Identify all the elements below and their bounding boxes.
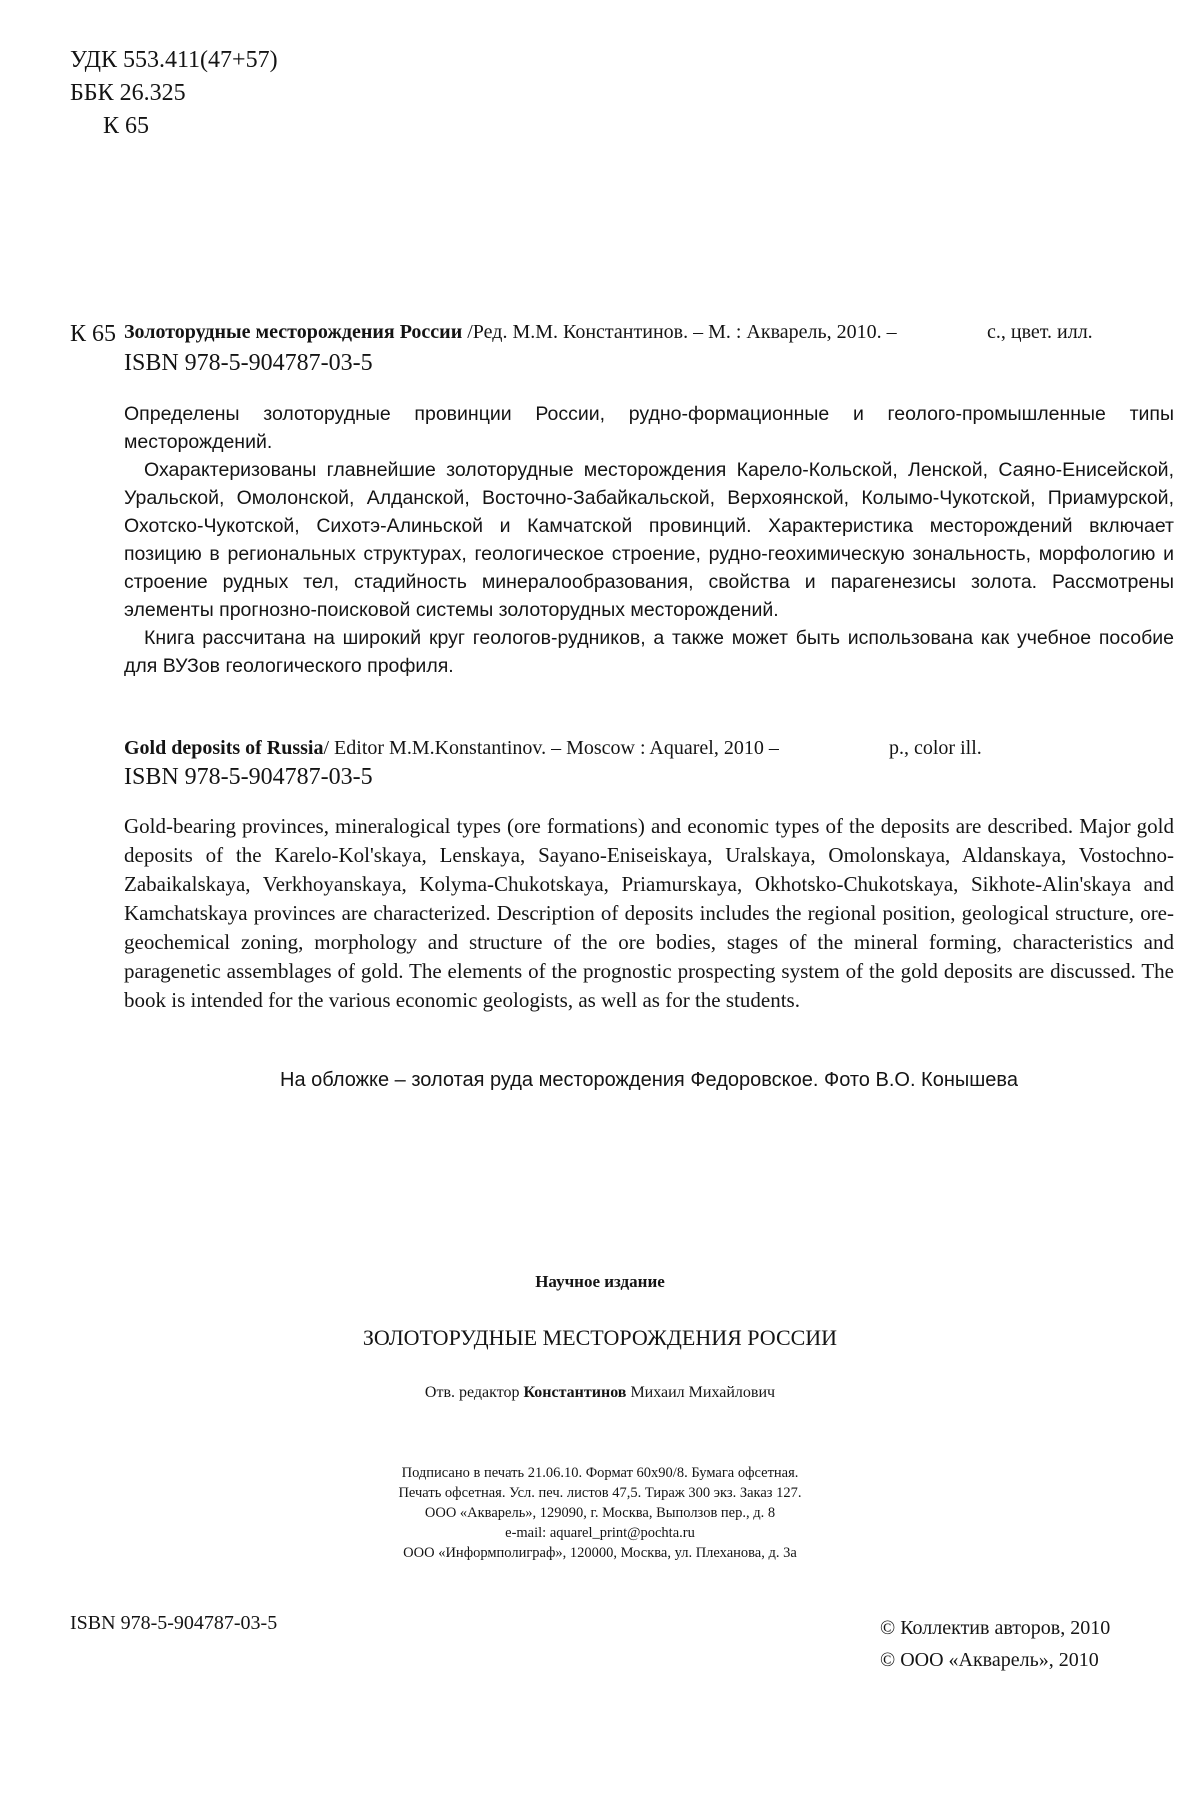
imprint-line: e-mail: aquarel_print@pochta.ru: [505, 1525, 695, 1541]
imprint-line: Подписано в печать 21.06.10. Формат 60х90/8. Бумага офсетная.: [401, 1465, 799, 1481]
en-isbn: ISBN 978-5-904787-03-5: [124, 764, 373, 790]
imprint-details: [0, 1463, 1200, 1563]
ru-abstract-paragraph: Определены золоторудные провинции России, рудно-формационные и геолого-промышленные типы месторождений.: [124, 403, 1174, 453]
copyright-block: [880, 1612, 1110, 1676]
ru-book-title: Золоторудные месторождения России: [124, 321, 463, 343]
copyright-publisher: © ООО «Акварель», 2010: [880, 1649, 1099, 1671]
en-book-pages: p., color ill.: [889, 737, 982, 759]
imprint-title: ЗОЛОТОРУДНЫЕ МЕСТОРОЖДЕНИЯ РОССИИ: [362, 1325, 838, 1350]
en-record-line: [124, 737, 779, 760]
editor-label: Отв. редактор: [424, 1384, 520, 1401]
ru-abstract: [124, 400, 1174, 680]
classification-codes: [70, 44, 278, 143]
en-book-details: / Editor M.M.Konstantinov. – Moscow : Aquarel, 2010 –: [323, 737, 779, 759]
record-mark: К 65: [70, 321, 117, 347]
author-mark: К 65: [103, 113, 150, 139]
editor-surname: Константинов: [523, 1384, 627, 1401]
bbk-code: ББК 26.325: [70, 80, 186, 106]
udk-code: УДК 553.411(47+57): [70, 47, 278, 73]
en-book-title: Gold deposits of Russia: [124, 737, 324, 759]
edition-type: Научное издание: [535, 1272, 665, 1291]
editor-name: Михаил Михайлович: [630, 1384, 776, 1401]
copyright-authors: © Коллектив авторов, 2010: [880, 1617, 1111, 1639]
ru-book-pages: с., цвет. илл.: [987, 321, 1093, 343]
ru-record-line: [124, 321, 897, 344]
ru-abstract-paragraph: Охарактеризованы главнейшие золоторудные месторождения Карело-Кольской, Ленской, Саяно-Енисейской, Уральской, Омолонской, Алданской, Восточно-Забайкальской, Верхоянской, Колымо-Чукотской, Приамурской, Охотско-Чукотской, Сихотэ-Алиньской и Камчатской провинций. Характеристика месторождений включает позицию в региональных структурах, геологическое строение, рудно-геохимическую зональность, морфологию и строение рудных тел, стадийность минералообразования, свойства и парагенезисы золота. Рассмотрены элементы прогнозно-поисковой системы золоторудных месторождений.: [124, 459, 1174, 621]
en-abstract: [124, 812, 1174, 1015]
imprint-line: Печать офсетная. Усл. печ. листов 47,5. Тираж 300 экз. Заказ 127.: [398, 1485, 802, 1501]
editor-line: [0, 1384, 1200, 1402]
imprint-line: ООО «Акварель», 129090, г. Москва, Выползов пер., д. 8: [424, 1505, 776, 1521]
ru-abstract-paragraph: Книга рассчитана на широкий круг геологов-рудников, а также может быть использована как учебное пособие для ВУЗов геологического профиля.: [124, 627, 1174, 677]
bottom-isbn: ISBN 978-5-904787-03-5: [70, 1612, 278, 1634]
cover-note: На обложке – золотая руда месторождения Федоровское. Фото В.О. Конышева: [280, 1069, 1018, 1091]
en-abstract-paragraph: Gold-bearing provinces, mineralogical types (ore formations) and economic types of the deposits are described. Major gold deposits of the Karelo-Kol'skaya, Lenskaya, Sayano-Eniseiskaya, Uralskaya, Omolonskaya, Aldanskaya, Vostochno-Zabaikalskaya, Verkhoyanskaya, Kolyma-Chukotskaya, Priamurskaya, Okhotsko-Chukotskaya, Sikhote-Alin'skaya and Kamchatskaya provinces are characterized. Description of deposits includes the regional position, geological structure, ore-geochemical zoning, morphology and structure of the ore bodies, stages of the mineral forming, characteristics and paragenetic assemblages of gold. The elements of the prognostic prospecting system of the gold deposits are discussed. The book is intended for the various economic geologists, as well as for the students.: [124, 814, 1174, 1012]
imprint-line: ООО «Информполиграф», 120000, Москва, ул. Плеханова, д. 3а: [403, 1545, 797, 1561]
ru-isbn: ISBN 978-5-904787-03-5: [124, 350, 373, 376]
ru-book-details: /Ред. М.М. Константинов. – М. : Акварель, 2010. –: [467, 321, 897, 343]
